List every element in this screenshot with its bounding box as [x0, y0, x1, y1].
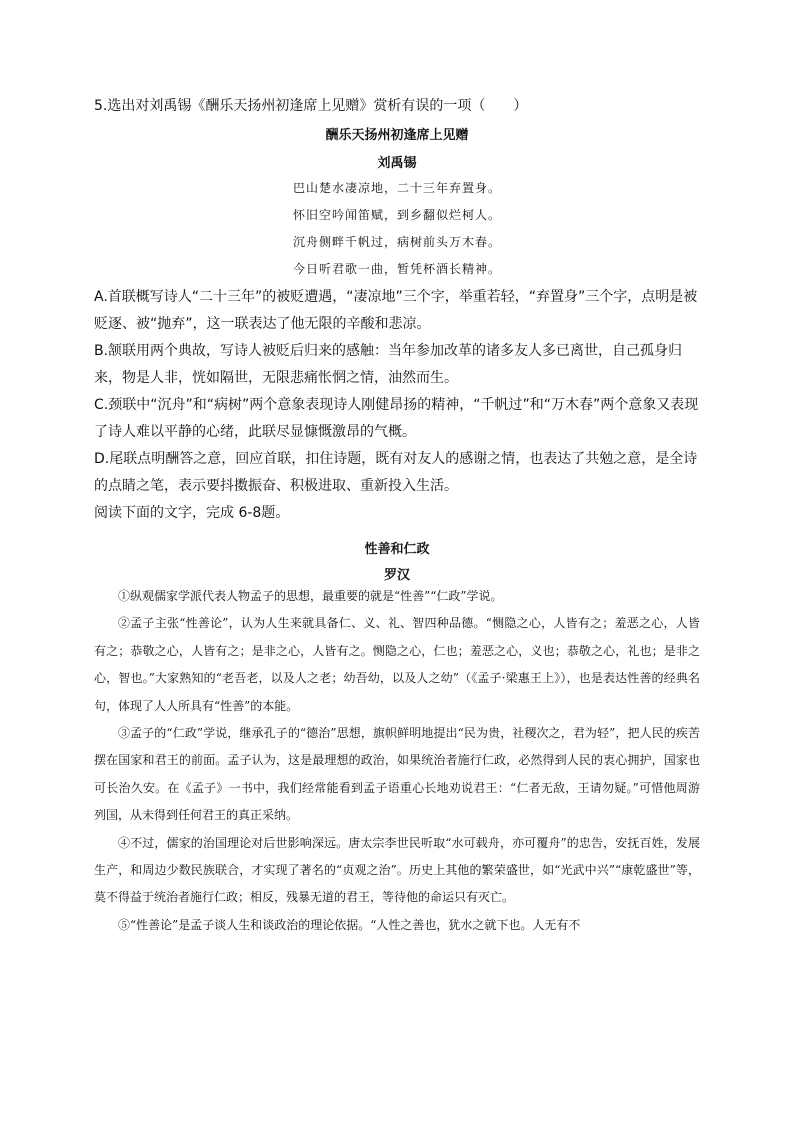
poem-line: 怀旧空吟闻笛赋，到乡翻似烂柯人。	[292, 208, 501, 222]
option-c: C.颈联中“沉舟”和“病树”两个意象表现诗人刚健昂扬的精神，“千帆过”和“万木春”两个意象又表现了诗人难以平静的心绪，此联尽显慷慨激昂的气概。	[94, 397, 699, 440]
article-paragraph: ⑤“性善论”是孟子谈人生和谈政治的理论依据。“人性之善也，犹水之就下也。人无有不	[118, 917, 581, 932]
article-paragraph: ④不过，儒家的治国理论对后世影响深远。唐太宗李世民听取“水可载舟，亦可覆舟”的忠告，安抚百姓，发展生产，和周边少数民族联合，才实现了著名的“贞观之治”。历史上其他的繁荣盛世，如“光武中兴”“康乾盛世”等，莫不得益于统治者施行仁政；相反，残暴无道的君王，等待他的命运只有灭亡。	[94, 835, 700, 905]
article-paragraph: ②孟子主张“性善论”，认为人生来就具备仁、义、礼、智四种品德。“恻隐之心，人皆有之；羞恶之心，人皆有之；恭敬之心，人皆有之；是非之心，人皆有之。恻隐之心，仁也；羞恶之心，义也；恭敬之心，礼也；是非之心，智也。”大家熟知的“老吾老，以及人之老；幼吾幼，以及人之幼”（《孟子·梁惠王上》），也是表达性善的经典名句，体现了人人所具有“性善”的本能。	[94, 616, 700, 713]
poem-line: 巴山楚水凄凉地，二十三年弃置身。	[292, 181, 501, 195]
article-paragraph: ①纵观儒家学派代表人物孟子的思想，最重要的就是“性善”“仁政”学说。	[118, 589, 503, 603]
article-paragraph: ③孟子的“仁政”学说，继承孔子的“德治”思想，旗帜鲜明地提出“民为贵，社稷次之，君为轻”，把人民的疾苦摆在国家和君王的前面。孟子认为，这是最理想的政治，如果统治者施行仁政，必然得到人民的衷心拥护，国家也可长治久安。在《孟子》一书中，我们经常能看到孟子语重心长地劝说君王：“仁者无敌，王请勿疑。”可惜他周游列国，从未得到任何君王的真正采纳。	[94, 726, 700, 823]
option-a: A.首联概写诗人“二十三年”的被贬遭遇，“凄凉地”三个字，举重若轻，“弃置身”三个字，点明是被贬逐、被“抛弃”，这一联表达了他无限的辛酸和悲凉。	[94, 289, 698, 332]
poem-line: 沉舟侧畔千帆过，病树前头万木春。	[292, 235, 501, 249]
article-body	[94, 583, 700, 939]
option-b: B.颔联用两个典故，写诗人被贬后归来的感触：当年参加改革的诸多友人多已离世，自己孤身归来，物是人非，恍如隔世，无限悲痛怅惘之情，油然而生。	[94, 343, 683, 386]
answer-options	[94, 284, 700, 527]
reading-instruction: 阅读下面的文字，完成 6-8题。	[94, 505, 290, 521]
article-title: 性善和仁政	[364, 542, 430, 557]
poem-author: 刘禹锡	[377, 156, 417, 171]
question-stem: 5.选出对刘禹锡《酬乐天扬州初逢席上见赠》赏析有误的一项（ ）	[94, 98, 528, 114]
poem-line: 今日听君歌一曲，暂凭杯酒长精神。	[292, 262, 501, 276]
option-d: D.尾联点明酬答之意，回应首联，扣住诗题，既有对友人的感谢之情，也表达了共勉之意，是全诗的点睛之笔，表示要抖擞振奋、积极进取、重新投入生活。	[94, 451, 698, 494]
poem-title: 酬乐天扬州初逢席上见赠	[325, 128, 469, 143]
article-author: 罗汉	[383, 568, 410, 583]
